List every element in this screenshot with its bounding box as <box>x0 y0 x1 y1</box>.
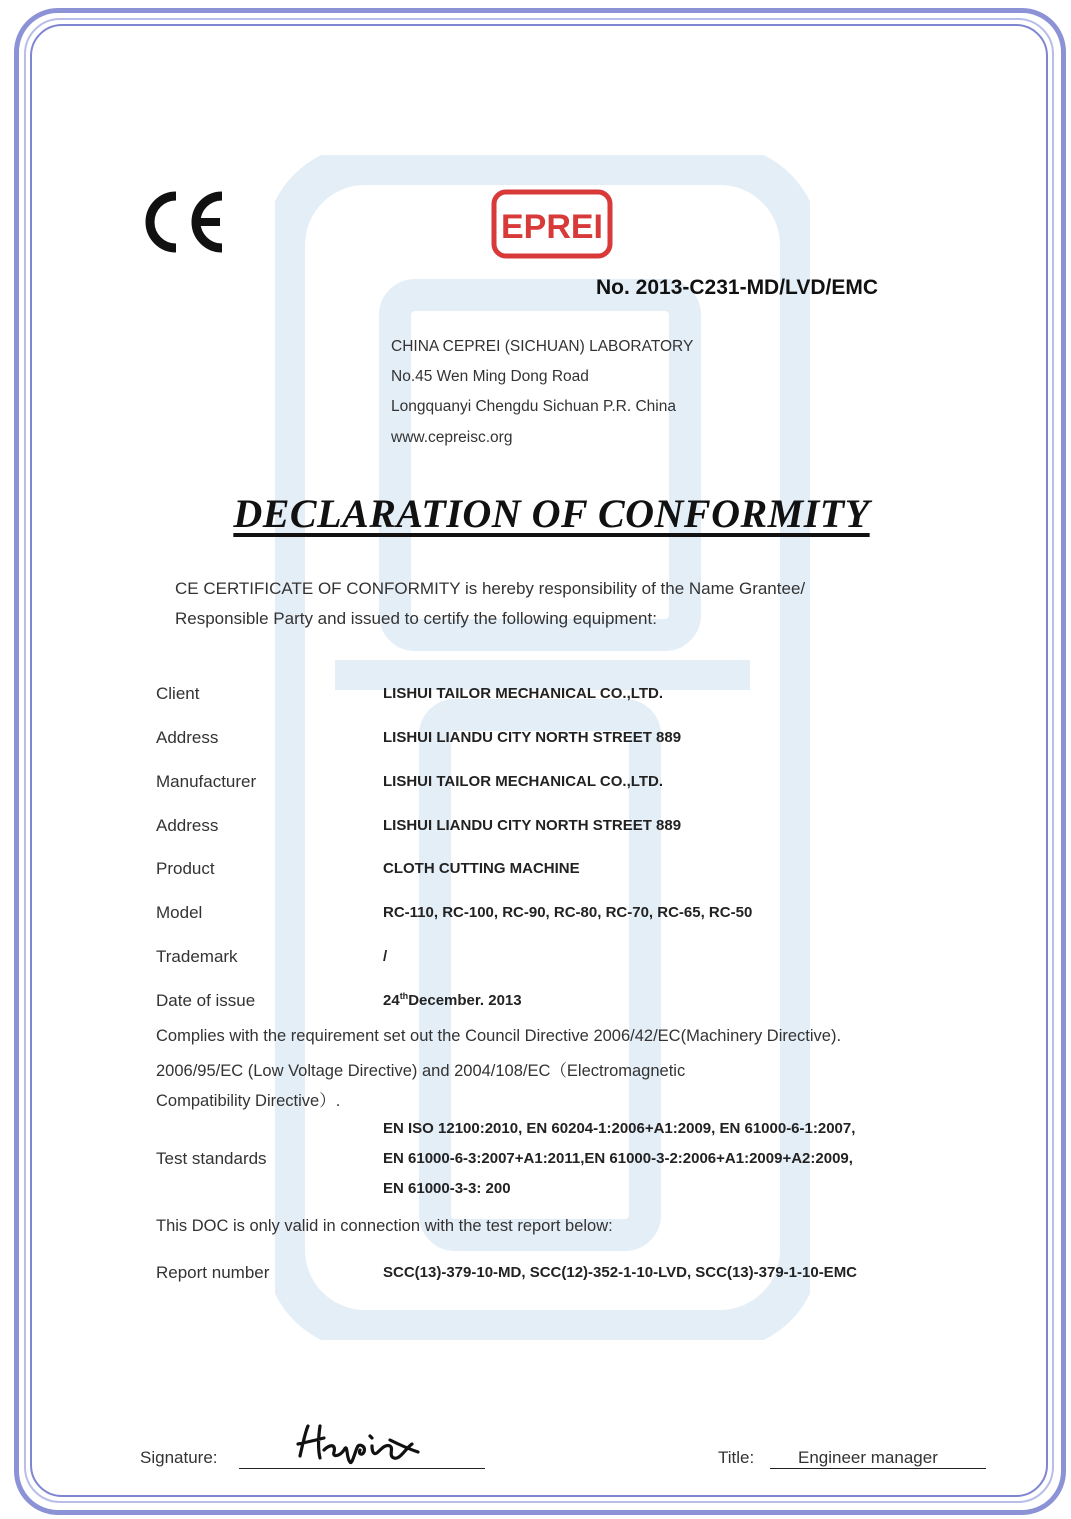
test-standards-line-1: EN ISO 12100:2010, EN 60204-1:2006+A1:2009, EN 61000-6-1:2007, <box>383 1120 856 1137</box>
title-label: Title: <box>718 1448 755 1467</box>
field-value-product: CLOTH CUTTING MACHINE <box>383 860 580 877</box>
lab-name: CHINA CEPREI (SICHUAN) LABORATORY <box>391 338 694 355</box>
field-value-address: LISHUI LIANDU CITY NORTH STREET 889 <box>383 729 682 746</box>
validity-note: This DOC is only valid in connection with the test report below: <box>156 1217 613 1235</box>
field-label-address: Address <box>156 728 219 747</box>
date-suffix: th <box>399 991 409 1001</box>
field-value-manufacturer: LISHUI TAILOR MECHANICAL CO.,LTD. <box>383 773 663 790</box>
handwritten-signature <box>294 1418 424 1468</box>
test-standards-line-2: EN 61000-6-3:2007+A1:2011,EN 61000-3-2:2006+A1:2009+A2:2009, <box>383 1150 853 1167</box>
date-day: 24 <box>383 992 400 1009</box>
lab-street: No.45 Wen Ming Dong Road <box>391 368 589 385</box>
date-of-issue-label: Date of issue <box>156 991 256 1010</box>
field-value-manufacturer-address: LISHUI LIANDU CITY NORTH STREET 889 <box>383 817 682 834</box>
report-number-label: Report number <box>156 1263 270 1282</box>
field-label-product: Product <box>156 859 215 878</box>
lab-city: Longquanyi Chengdu Sichuan P.R. China <box>391 398 676 415</box>
test-standards-label: Test standards <box>156 1149 267 1168</box>
eprei-logo <box>490 188 614 260</box>
test-standards-line-3: EN 61000-3-3: 200 <box>383 1180 511 1197</box>
lab-website: www.cepreisc.org <box>391 429 513 446</box>
field-label-trademark: Trademark <box>156 947 238 966</box>
intro-line-1: CE CERTIFICATE OF CONFORMITY is hereby responsibility of the Name Grantee/ <box>175 579 806 598</box>
signature-label: Signature: <box>140 1448 218 1467</box>
document-title: DECLARATION OF CONFORMITY <box>233 491 870 536</box>
title-line <box>770 1468 986 1469</box>
signature-line <box>239 1468 485 1469</box>
field-label-manufacturer: Manufacturer <box>156 772 257 791</box>
date-rest: December. 2013 <box>408 992 522 1009</box>
certificate-number: No. 2013-C231-MD/LVD/EMC <box>596 276 879 299</box>
field-value-model: RC-110, RC-100, RC-90, RC-80, RC-70, RC-65, RC-50 <box>383 904 753 921</box>
complies-line-2: 2006/95/EC (Low Voltage Directive) and 2004/108/EC（Electromagnetic <box>156 1062 686 1080</box>
field-value-trademark: / <box>383 948 388 965</box>
field-value-client: LISHUI TAILOR MECHANICAL CO.,LTD. <box>383 685 663 702</box>
ce-mark-logo <box>140 188 226 256</box>
complies-line-3: Compatibility Directive）. <box>156 1092 341 1110</box>
logo-text: EPREI <box>500 208 604 246</box>
date-of-issue-value <box>383 991 522 1009</box>
field-label-manufacturer-address: Address <box>156 816 219 835</box>
report-number-value: SCC(13)-379-10-MD, SCC(12)-352-1-10-LVD, SCC(13)-379-1-10-EMC <box>383 1264 858 1281</box>
complies-line-1: Complies with the requirement set out the Council Directive 2006/42/EC(Machinery Directive). <box>156 1027 842 1045</box>
intro-line-2: Responsible Party and issued to certify the following equipment: <box>175 609 657 628</box>
field-label-model: Model <box>156 903 203 922</box>
title-value: Engineer manager <box>798 1448 938 1467</box>
field-label-client: Client <box>156 684 200 703</box>
